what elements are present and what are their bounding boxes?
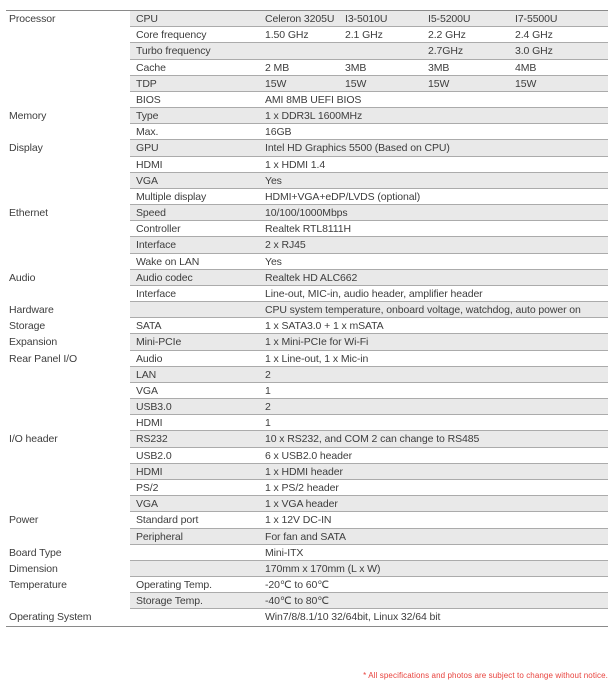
table-row <box>6 545 608 561</box>
spec-label: SATA <box>136 320 162 333</box>
table-row <box>6 76 608 92</box>
spec-value: 1 x 12V DC-IN <box>265 514 332 527</box>
spec-label: Interface <box>136 287 176 300</box>
table-row <box>6 480 608 496</box>
spec-table <box>6 10 608 627</box>
category-label: Dimension <box>9 562 58 575</box>
spec-label: USB2.0 <box>136 449 172 462</box>
spec-row-body <box>130 221 608 237</box>
category-label <box>6 399 130 415</box>
spec-value: 1 x PS/2 header <box>265 481 339 494</box>
spec-label: CPU <box>136 13 158 25</box>
table-row <box>6 448 608 464</box>
spec-value: 6 x USB2.0 header <box>265 449 353 462</box>
table-row <box>6 318 608 334</box>
category-label <box>6 173 130 189</box>
spec-value: Yes <box>265 255 282 268</box>
spec-value: 2.7GHz <box>428 45 463 58</box>
table-row <box>6 189 608 205</box>
table-row <box>6 561 608 577</box>
spec-row-body <box>130 11 608 27</box>
spec-label: Max. <box>136 126 159 139</box>
spec-row-body <box>130 480 608 496</box>
spec-value: HDMI+VGA+eDP/LVDS (optional) <box>265 190 421 203</box>
spec-row-body <box>130 108 608 124</box>
spec-value: 1 x Line-out, 1 x Mic-in <box>265 352 369 365</box>
table-row <box>6 512 608 528</box>
spec-row-body <box>130 27 608 43</box>
spec-row-body <box>130 205 608 221</box>
spec-row-body <box>130 254 608 270</box>
category-label <box>6 157 130 173</box>
spec-label: GPU <box>136 142 159 155</box>
spec-value: 10 x RS232, and COM 2 can change to RS485 <box>265 433 480 446</box>
table-row <box>6 157 608 173</box>
category-label: Storage <box>9 320 46 333</box>
spec-value: 1 x VGA header <box>265 498 338 511</box>
spec-value: 1 x SATA3.0 + 1 x mSATA <box>265 320 384 333</box>
category-label: Operating System <box>9 611 92 624</box>
table-row <box>6 221 608 237</box>
spec-label: Turbo frequency <box>136 45 211 58</box>
category-label <box>6 76 130 92</box>
spec-value: Line-out, MIC-in, audio header, amplifier header <box>265 287 483 300</box>
spec-label: HDMI <box>136 158 163 171</box>
category-label <box>6 367 130 383</box>
spec-value: 10/100/1000Mbps <box>265 207 348 220</box>
spec-label: VGA <box>136 384 158 397</box>
spec-value: I7-5500U <box>515 13 558 25</box>
spec-row-body <box>130 529 608 545</box>
category-label: Board Type <box>9 546 62 559</box>
spec-row-body <box>130 286 608 302</box>
category-label <box>6 124 130 140</box>
spec-value: 2 x RJ45 <box>265 239 306 252</box>
spec-row-body <box>130 512 608 528</box>
category-label <box>6 221 130 237</box>
spec-value: -40℃ to 80℃ <box>265 595 329 608</box>
spec-row-body <box>130 577 608 593</box>
table-row <box>6 43 608 59</box>
spec-value: 2.1 GHz <box>345 29 383 42</box>
category-label: Audio <box>9 271 36 284</box>
spec-value: Intel HD Graphics 5500 (Based on CPU) <box>265 142 450 155</box>
spec-label: Controller <box>136 223 181 236</box>
spec-value: 2.2 GHz <box>428 29 466 42</box>
spec-value: 1 <box>265 384 271 397</box>
spec-value: 3.0 GHz <box>515 45 553 58</box>
spec-value: 1 <box>265 417 271 430</box>
table-row <box>6 27 608 43</box>
table-row <box>6 529 608 545</box>
spec-label: PS/2 <box>136 481 159 494</box>
spec-value: 15W <box>345 77 367 90</box>
table-row <box>6 367 608 383</box>
spec-row-body <box>130 189 608 205</box>
table-row <box>6 270 608 286</box>
spec-value: 3MB <box>345 61 367 74</box>
category-label <box>6 529 130 545</box>
spec-label: Core frequency <box>136 29 207 42</box>
spec-row-body <box>130 334 608 350</box>
spec-row-body <box>130 76 608 92</box>
category-label: Temperature <box>9 579 67 592</box>
spec-label: Peripheral <box>136 530 183 543</box>
spec-value: CPU system temperature, onboard voltage, watchdog, auto power on <box>265 304 581 317</box>
spec-value: 4MB <box>515 61 537 74</box>
spec-label: VGA <box>136 498 158 511</box>
category-label <box>6 448 130 464</box>
spec-value: 15W <box>515 77 537 90</box>
spec-label: VGA <box>136 174 158 187</box>
spec-row-body <box>130 140 608 156</box>
spec-row-body <box>130 561 608 577</box>
table-row <box>6 464 608 480</box>
spec-value: -20℃ to 60℃ <box>265 579 329 592</box>
category-label: Rear Panel I/O <box>9 352 78 365</box>
spec-label: Audio <box>136 352 163 365</box>
table-row <box>6 496 608 512</box>
table-row <box>6 205 608 221</box>
spec-row-body <box>130 496 608 512</box>
spec-label: Operating Temp. <box>136 579 212 592</box>
category-label <box>6 480 130 496</box>
category-label <box>6 254 130 270</box>
spec-value: 1 x HDMI 1.4 <box>265 158 326 171</box>
spec-label: BIOS <box>136 93 161 106</box>
spec-label: Type <box>136 110 159 123</box>
spec-label: LAN <box>136 368 157 381</box>
table-row <box>6 92 608 108</box>
spec-value: I3-5010U <box>345 13 388 25</box>
table-row <box>6 431 608 447</box>
spec-row-body <box>130 351 608 367</box>
spec-label: Mini-PCIe <box>136 336 182 349</box>
spec-label: Audio codec <box>136 271 193 284</box>
category-label: Hardware <box>9 304 54 317</box>
table-row <box>6 60 608 76</box>
category-label: Memory <box>9 110 47 123</box>
spec-value: 15W <box>265 77 287 90</box>
spec-value: 2 MB <box>265 61 290 74</box>
category-label: Display <box>9 142 43 155</box>
category-label <box>6 415 130 431</box>
spec-row-body <box>130 43 608 59</box>
spec-value: Yes <box>265 174 282 187</box>
category-label <box>6 189 130 205</box>
spec-label: Multiple display <box>136 190 207 203</box>
table-row <box>6 609 608 625</box>
table-row <box>6 140 608 156</box>
table-row <box>6 254 608 270</box>
spec-value: I5-5200U <box>428 13 471 25</box>
category-label <box>6 237 130 253</box>
category-label <box>6 60 130 76</box>
category-label: Ethernet <box>9 207 48 220</box>
table-row <box>6 237 608 253</box>
spec-row-body <box>130 237 608 253</box>
spec-label: HDMI <box>136 417 163 430</box>
spec-row-body <box>130 92 608 108</box>
spec-value: 2.4 GHz <box>515 29 553 42</box>
spec-label: Wake on LAN <box>136 255 200 268</box>
spec-label: Standard port <box>136 514 199 527</box>
spec-value: 1.50 GHz <box>265 29 309 42</box>
spec-value: Realtek RTL8111H <box>265 223 351 236</box>
spec-value: 3MB <box>428 61 450 74</box>
category-label <box>6 286 130 302</box>
spec-row-body <box>130 318 608 334</box>
spec-row-body <box>130 157 608 173</box>
spec-value: Win7/8/8.1/10 32/64bit, Linux 32/64 bit <box>265 611 441 624</box>
table-row <box>6 593 608 609</box>
spec-row-body <box>130 124 608 140</box>
spec-value: Celeron 3205U <box>265 13 335 25</box>
spec-value: For fan and SATA <box>265 530 346 543</box>
table-row <box>6 399 608 415</box>
spec-label: Storage Temp. <box>136 595 203 608</box>
spec-label: Interface <box>136 239 176 252</box>
spec-value: 170mm x 170mm (L x W) <box>265 562 381 575</box>
spec-label: USB3.0 <box>136 401 172 414</box>
category-label <box>6 496 130 512</box>
table-row <box>6 124 608 140</box>
category-label <box>6 92 130 108</box>
spec-row-body <box>130 431 608 447</box>
spec-value: 16GB <box>265 126 292 139</box>
table-row <box>6 286 608 302</box>
table-row <box>6 334 608 350</box>
table-row <box>6 577 608 593</box>
spec-row-body <box>130 399 608 415</box>
category-label: Power <box>9 514 39 527</box>
table-row <box>6 173 608 189</box>
spec-value: 2 <box>265 401 271 414</box>
category-label <box>6 593 130 609</box>
category-label: Expansion <box>9 336 58 349</box>
spec-row-body <box>130 270 608 286</box>
category-label: Processor <box>9 13 56 25</box>
category-label <box>6 43 130 59</box>
spec-label: RS232 <box>136 433 168 446</box>
spec-row-body <box>130 60 608 76</box>
table-row <box>6 383 608 399</box>
spec-label: Cache <box>136 61 166 74</box>
spec-value: AMI 8MB UEFI BIOS <box>265 93 362 106</box>
disclaimer-footnote: * All specifications and photos are subject to change without notice. <box>363 671 608 680</box>
spec-value: 1 x DDR3L 1600MHz <box>265 110 363 123</box>
spec-label: Speed <box>136 207 166 220</box>
spec-row-body <box>130 383 608 399</box>
spec-value: 15W <box>428 77 450 90</box>
table-row <box>6 415 608 431</box>
spec-row-body <box>130 415 608 431</box>
spec-row-body <box>130 367 608 383</box>
table-row <box>6 302 608 318</box>
table-row <box>6 11 608 27</box>
spec-value: 2 <box>265 368 271 381</box>
category-label <box>6 383 130 399</box>
spec-label: HDMI <box>136 465 163 478</box>
category-label <box>6 464 130 480</box>
category-label <box>6 27 130 43</box>
spec-value: Realtek HD ALC662 <box>265 271 358 284</box>
category-label: I/O header <box>9 433 58 446</box>
spec-value: Mini-ITX <box>265 546 304 559</box>
table-row <box>6 351 608 367</box>
spec-row-body <box>130 609 608 625</box>
spec-value: 1 x Mini-PCIe for Wi-Fi <box>265 336 369 349</box>
spec-row-body <box>130 448 608 464</box>
spec-label: TDP <box>136 77 157 90</box>
spec-value: 1 x HDMI header <box>265 465 343 478</box>
spec-row-body <box>130 302 608 318</box>
spec-row-body <box>130 464 608 480</box>
spec-row-body <box>130 593 608 609</box>
spec-row-body <box>130 545 608 561</box>
spec-row-body <box>130 173 608 189</box>
table-row <box>6 108 608 124</box>
